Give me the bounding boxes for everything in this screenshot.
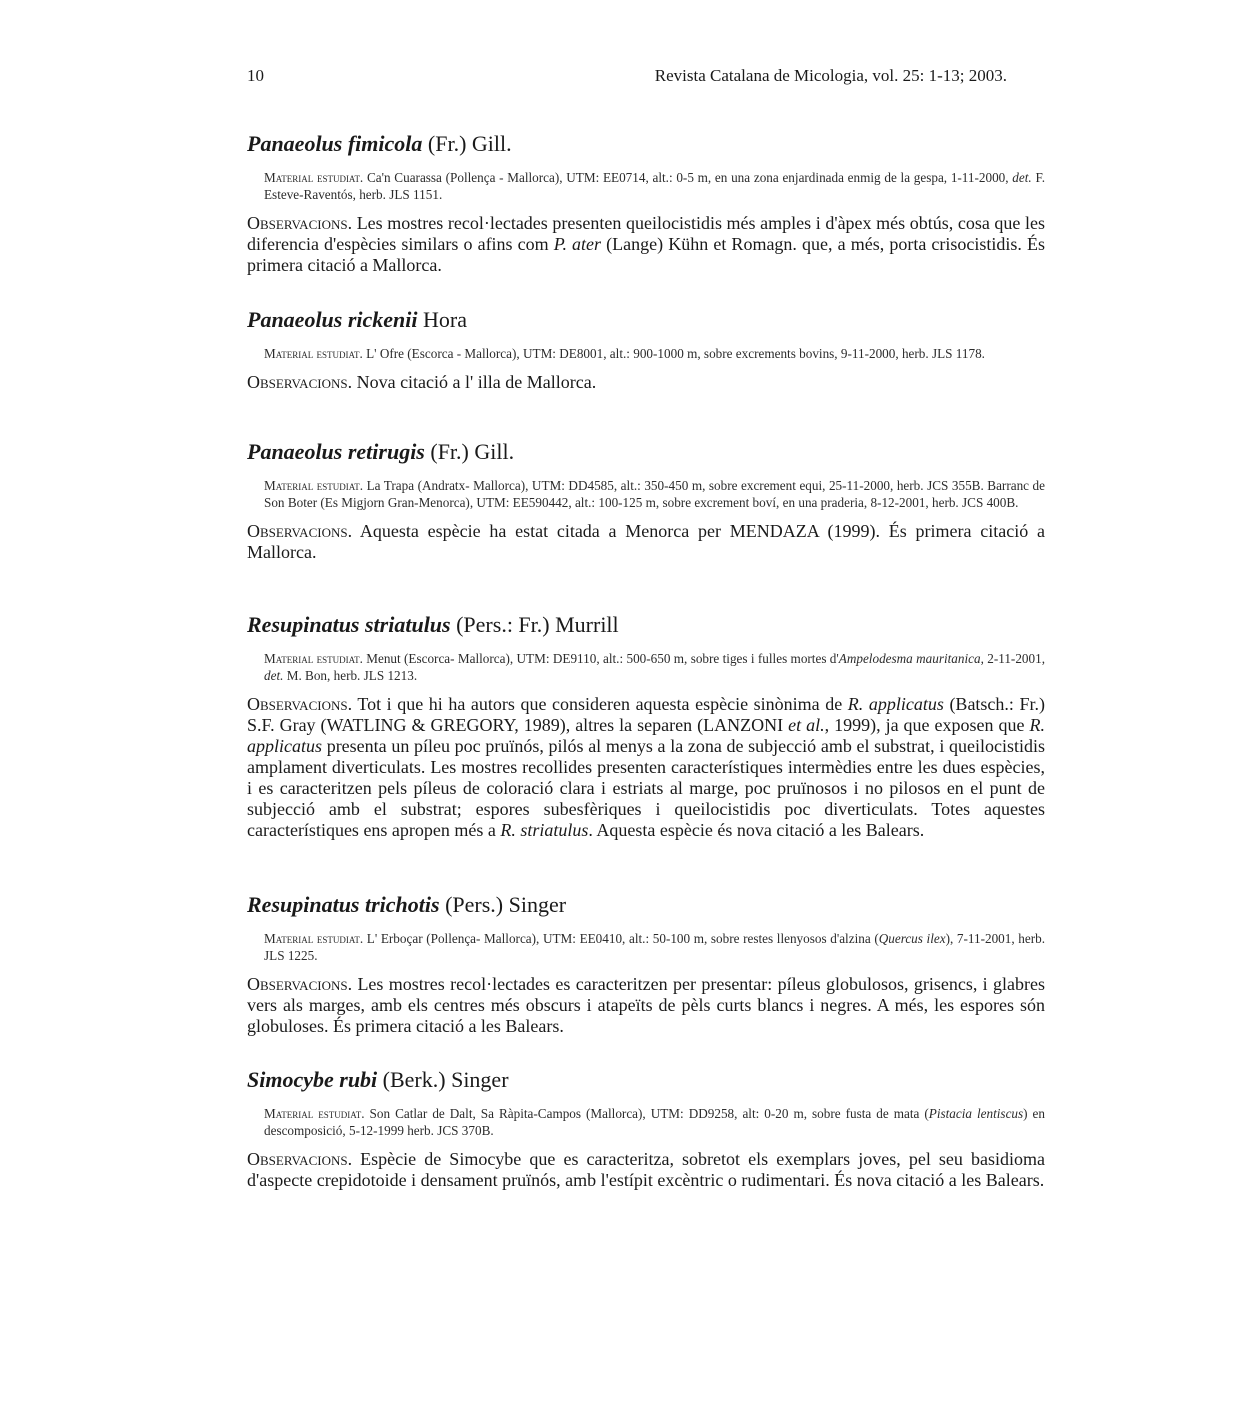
species-authority: (Fr.) Gill.: [430, 439, 515, 464]
species-name: Simocybe rubi: [247, 1067, 378, 1092]
material-text-3: M. Bon, herb. JLS 1213.: [286, 668, 418, 683]
species-authority: (Berk.) Singer: [382, 1067, 509, 1092]
species-title: [247, 1067, 1045, 1093]
observations-taxon: P. ater: [553, 234, 602, 254]
species-authority: (Pers.: Fr.) Murrill: [456, 612, 619, 637]
species-entry-resupinatus-striatulus: [247, 612, 1045, 841]
material-text: La Trapa (Andratx- Mallorca), UTM: DD4585, alt.: 350-450 m, sobre excrement equi, 25-11-2000, herb. JCS 355B. Barranc de Son Boter (Es Migjorn Gran-Menorca), UTM: EE590442, alt.: 100-125 m, sobre excrement boví, en una praderia, 8-12-2001, herb. JCS 400B.: [264, 478, 1045, 510]
species-title: [247, 892, 1045, 918]
material-studied: [264, 169, 1045, 203]
species-entry-resupinatus-trichotis: [247, 892, 1045, 1037]
observations-label: Observacions.: [247, 694, 353, 714]
material-taxon: Ampelodesma mauritanica: [838, 651, 981, 666]
species-title: [247, 307, 1045, 333]
species-entry-panaeolus-rickenii: [247, 307, 1045, 393]
species-entry-panaeolus-retirugis: [247, 439, 1045, 563]
observations-text-2: (Batsch.: Fr.) S.F. Gray (WATLING & GREGORY, 1989), altres la separen (LANZONI: [247, 694, 1045, 735]
material-det: det.: [1012, 170, 1032, 185]
species-entry-panaeolus-fimicola: [247, 131, 1045, 276]
material-taxon: Pistacia lentiscus: [928, 1106, 1024, 1121]
observations-text-2: (Lange) Kühn et Romagn. que, a més, porta crisocistidis. És primera citació a Mallorca.: [247, 234, 1046, 275]
species-authority: (Pers.) Singer: [445, 892, 567, 917]
species-name: Panaeolus rickenii: [247, 307, 418, 332]
material-studied: [264, 477, 1045, 511]
species-title: [247, 612, 1045, 638]
observations-label: Observacions.: [247, 213, 353, 233]
observations-text: Aquesta espècie ha estat citada a Menorca per MENDAZA (1999). És primera citació a Mallorca.: [247, 521, 1045, 562]
observations-taxon: R. applicatus: [847, 694, 944, 714]
material-text-2: F. Esteve-Raventós, herb. JLS 1151.: [264, 170, 1046, 202]
material-studied: [264, 930, 1045, 964]
observations: [247, 1149, 1045, 1191]
material-text: Son Catlar de Dalt, Sa Ràpita-Campos (Mallorca), UTM: DD9258, alt: 0-20 m, sobre fusta de mata (: [369, 1106, 929, 1121]
species-name: Panaeolus retirugis: [247, 439, 425, 464]
material-text-2: , 2-11-2001,: [980, 651, 1045, 666]
material-studied: [264, 1105, 1045, 1139]
material-studied: [264, 345, 1045, 362]
observations: [247, 974, 1045, 1037]
observations-text: Les mostres recol·lectades presenten queilocistidis més amples i d'àpex més obtús, cosa que les diferencia d'espècies similars o afins com: [247, 213, 1045, 254]
species-name: Resupinatus trichotis: [247, 892, 440, 917]
species-title: [247, 131, 1045, 157]
material-text: Menut (Escorca- Mallorca), UTM: DE9110, alt.: 500-650 m, sobre tiges i fulles mortes d': [366, 651, 839, 666]
observations: [247, 521, 1045, 563]
observations-label: Observacions.: [247, 974, 353, 994]
observations: [247, 372, 1045, 393]
observations-text-5: . Aquesta espècie és nova citació a les Balears.: [588, 820, 925, 840]
material-label: Material estudiat.: [264, 346, 363, 361]
material-text-2: ) en descomposició, 5-12-1999 herb. JCS 370B.: [264, 1106, 1046, 1138]
material-studied: [264, 650, 1045, 684]
observations-label: Observacions.: [247, 372, 353, 392]
observations-taxon-3: R. striatulus: [500, 820, 589, 840]
species-title: [247, 439, 1045, 465]
material-label: Material estudiat.: [264, 931, 364, 946]
species-authority: Hora: [423, 307, 467, 332]
observations-text: Les mostres recol·lectades es caracteritzen per presentar: píleus globulosos, grisencs, i glabres vers als marges, amb els centres més obscurs i atapeïts de pèls curts blancs i negres. A més, les espores són globuloses. És primera citació a les Balears.: [247, 974, 1046, 1036]
observations-text-3: , 1999), ja que exposen que: [824, 715, 1025, 735]
material-det: det.: [264, 668, 284, 683]
observations-text: Nova citació a l' illa de Mallorca.: [356, 372, 597, 392]
observations: [247, 694, 1045, 841]
observations-text: Espècie de Simocybe que es caracteritza, sobretot els exemplars joves, pel seu basidioma d'aspecte crepidotoide i densament pruïnós, amb l'estípit excèntric o rudimentari. És nova citació a les Balears.: [247, 1149, 1045, 1190]
material-label: Material estudiat.: [264, 1106, 365, 1121]
material-text: L' Erboçar (Pollença- Mallorca), UTM: EE0410, alt.: 50-100 m, sobre restes llenyosos d'alzina (: [366, 931, 879, 946]
species-name: Panaeolus fimicola: [247, 131, 423, 156]
material-label: Material estudiat.: [264, 651, 363, 666]
species-authority: (Fr.) Gill.: [427, 131, 512, 156]
running-head: [247, 66, 1045, 88]
observations: [247, 213, 1045, 276]
material-text: Ca'n Cuarassa (Pollença - Mallorca), UTM: EE0714, alt.: 0-5 m, en una zona enjardinada enmig de la gespa, 1-11-2000,: [366, 170, 1009, 185]
species-name: Resupinatus striatulus: [247, 612, 451, 637]
observations-et-al: et al.: [788, 715, 825, 735]
observations-label: Observacions.: [247, 1149, 353, 1169]
observations-label: Observacions.: [247, 521, 353, 541]
material-label: Material estudiat.: [264, 170, 364, 185]
material-text: L' Ofre (Escorca - Mallorca), UTM: DE8001, alt.: 900-1000 m, sobre excrements bovins, 9-11-2000, herb. JLS 1178.: [366, 346, 985, 361]
species-entry-simocybe-rubi: [247, 1067, 1045, 1191]
observations-text: Tot i que hi ha autors que consideren aquesta espècie sinònima de: [357, 694, 843, 714]
observations-taxon-2: R. applicatus: [247, 715, 1046, 756]
material-text-2: ), 7-11-2001, herb. JLS 1225.: [264, 931, 1046, 963]
observations-text-4: presenta un píleu poc pruïnós, pilós al menys a la zona de subjecció amb el substrat, i queilocistidis amplament diverticulats. Les mostres recollides presenten característiques intermèdies entre les dues espècies, i es caracteritzen pels píleus de coloració clara i estriats al marge, poc pruïnosos i no pilosos en el punt de subjecció amb el substrat; espores subesfèriques i queilocistidis poc diverticulats. Totes aquestes característiques ens apropen més a: [247, 736, 1046, 840]
journal-reference: Revista Catalana de Micologia, vol. 25: 1-13; 2003.: [654, 66, 1007, 85]
material-taxon: Quercus ilex: [878, 931, 946, 946]
material-label: Material estudiat.: [264, 478, 364, 493]
page-number: 10: [247, 66, 264, 85]
